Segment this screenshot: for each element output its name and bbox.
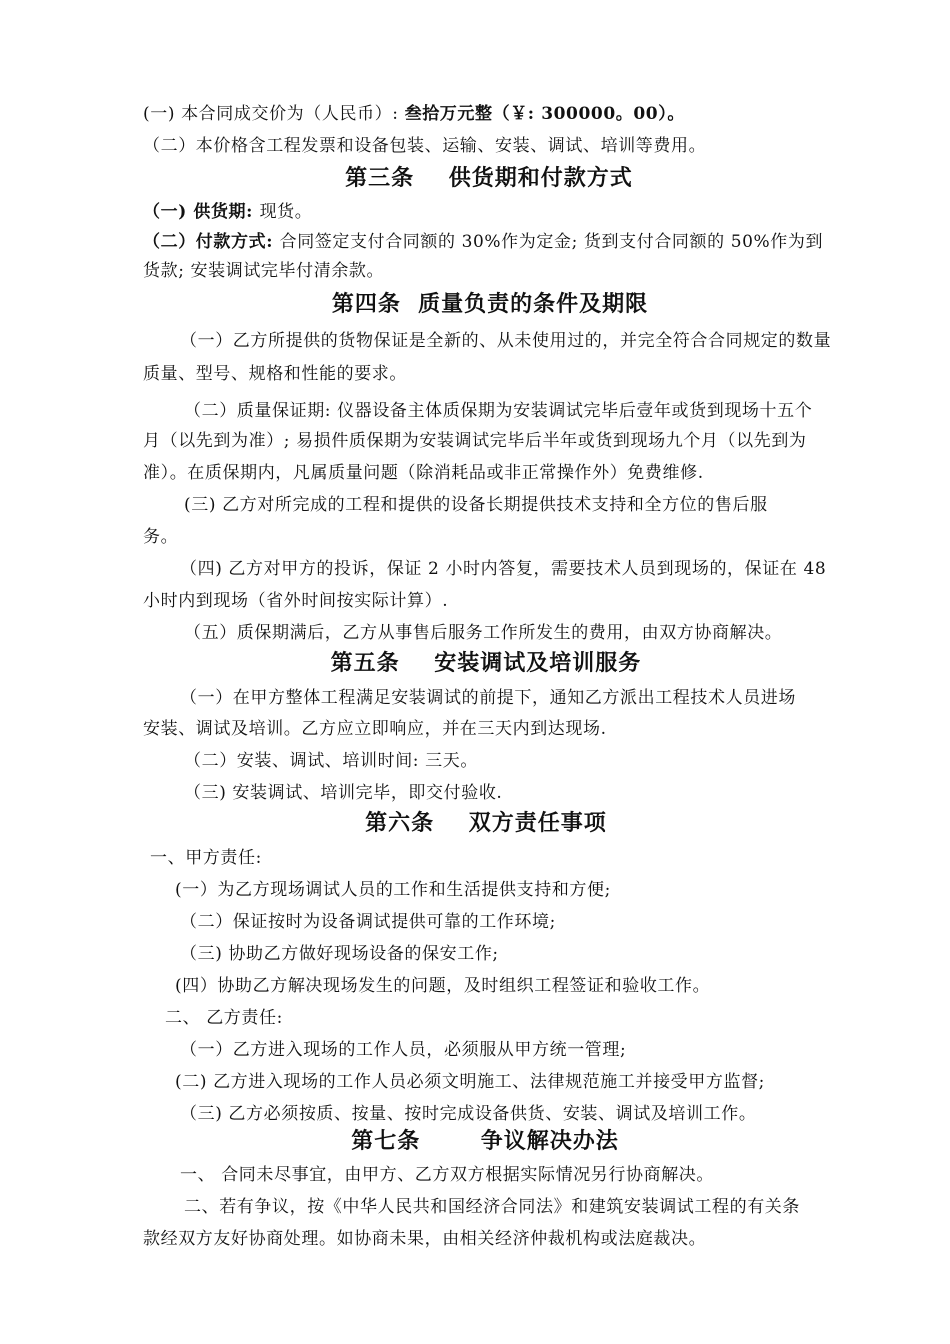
price-clause-1 <box>143 102 685 126</box>
article7-line: 款经双方友好协商处理。如协商未果，由相关经济仲裁机构或法庭裁决。 <box>143 1229 707 1249</box>
price-clause-1-prefix: (一) 本合同成交价为（人民币）: <box>143 104 405 124</box>
article6-title: 第六条 双方责任事项 <box>365 811 607 836</box>
article4-line: 准）。在质保期内，凡属质量问题（除消耗品或非正常操作外）免费维修. <box>143 463 704 483</box>
price-amount-words: 叁拾万元整 <box>404 104 493 124</box>
article6-line: (一）为乙方现场调试人员的工作和生活提供支持和方便; <box>175 880 611 900</box>
article3-clause-2-label: （二）付款方式: <box>143 232 280 252</box>
article6-line: 二、 乙方责任: <box>165 1008 283 1028</box>
price-amount-figures: （￥: 300000。00）。 <box>492 104 685 124</box>
article3-clause-1-text: 现货。 <box>259 202 313 222</box>
article5-line: （三) 安装调试、培训完毕，即交付验收. <box>184 783 503 803</box>
price-clause-2: （二）本价格含工程发票和设备包装、运输、安装、调试、培训等费用。 <box>143 136 707 156</box>
article4-line: （二）质量保证期: 仪器设备主体质保期为安装调试完毕后壹年或货到现场十五个 <box>184 401 813 421</box>
article3-clause-1-label: （一) 供货期: <box>143 202 260 222</box>
article5-line: （一）在甲方整体工程满足安装调试的前提下，通知乙方派出工程技术人员进场 <box>180 688 796 708</box>
article6-line: （一）乙方进入现场的工作人员，必须服从甲方统一管理; <box>180 1040 627 1060</box>
article7-title: 第七条 争议解决办法 <box>351 1129 619 1154</box>
article4-line: 质量、型号、规格和性能的要求。 <box>143 364 407 384</box>
article6-line: (二) 乙方进入现场的工作人员必须文明施工、法律规范施工并接受甲方监督; <box>175 1072 765 1092</box>
article3-title: 第三条 供货期和付款方式 <box>345 166 633 191</box>
article7-line: 二、若有争议，按《中华人民共和国经济合同法》和建筑安装调试工程的有关条 <box>184 1197 800 1217</box>
article3-clause-2 <box>143 230 823 254</box>
article3-clause-2-text: 合同签定支付合同额的 30%作为定金; 货到支付合同额的 50%作为到 <box>279 232 824 252</box>
article7-line: 一、 合同未尽事宜，由甲方、乙方双方根据实际情况另行协商解决。 <box>180 1165 715 1185</box>
article4-line: 小时内到现场（省外时间按实际计算）. <box>143 591 449 611</box>
article4-line: （四) 乙方对甲方的投诉，保证 2 小时内答复，需要技术人员到现场的，保证在 48 <box>180 559 827 579</box>
article3-clause-1 <box>143 200 312 224</box>
article5-line: 安装、调试及培训。乙方应立即响应，并在三天内到达现场. <box>143 719 607 739</box>
article4-line: （一）乙方所提供的货物保证是全新的、从未使用过的，并完全符合合同规定的数量 <box>180 331 832 351</box>
article4-title: 第四条 质量负责的条件及期限 <box>331 292 649 317</box>
article4-line: (三) 乙方对所完成的工程和提供的设备长期提供技术支持和全方位的售后服 <box>184 495 768 515</box>
article6-line: 一、甲方责任: <box>150 848 262 868</box>
article6-line: （二）保证按时为设备调试提供可靠的工作环境; <box>180 912 556 932</box>
article6-line: （三) 乙方必须按质、按量、按时完成设备供货、安装、调试及培训工作。 <box>180 1104 757 1124</box>
article6-line: (四）协助乙方解决现场发生的问题，及时组织工程签证和验收工作。 <box>175 976 711 996</box>
article6-line: （三) 协助乙方做好现场设备的保安工作; <box>180 944 499 964</box>
article4-line: 务。 <box>143 527 179 547</box>
article4-line: 月（以先到为准）; 易损件质保期为安装调试完毕后半年或货到现场九个月（以先到为 <box>143 431 807 451</box>
article3-clause-2-cont: 货款; 安装调试完毕付清余款。 <box>143 261 385 281</box>
article5-title: 第五条 安装调试及培训服务 <box>330 651 642 676</box>
article4-line: （五）质保期满后，乙方从事售后服务工作所发生的费用，由双方协商解决。 <box>184 623 783 643</box>
article5-line: （二）安装、调试、培训时间: 三天。 <box>184 751 478 771</box>
